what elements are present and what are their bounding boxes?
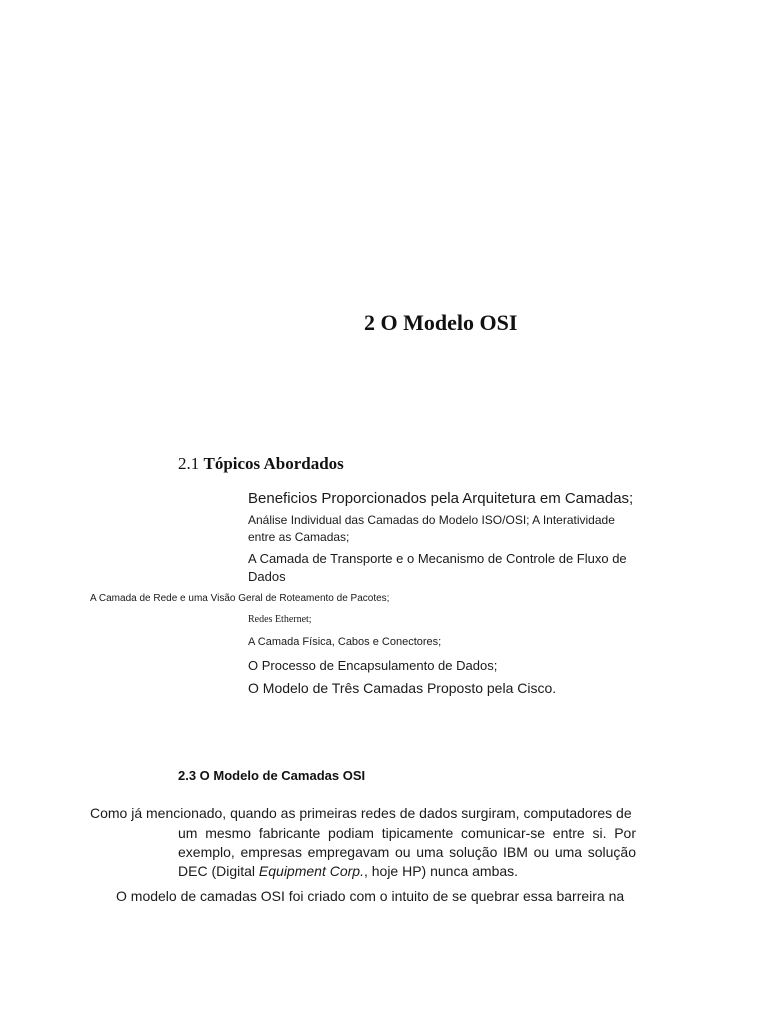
paragraph-first-line: Como já mencionado, quando as primeiras redes de dados surgiram, computadores de xyxy=(90,805,632,821)
section-heading xyxy=(178,454,344,474)
topic-item xyxy=(248,550,627,586)
topic-item: O Modelo de Três Camadas Proposto pela Cisco. xyxy=(248,680,557,696)
topic-line: A Camada de Transporte e o Mecanismo de Controle de Fluxo de xyxy=(248,551,627,566)
topic-item xyxy=(248,512,615,546)
topic-item: O Processo de Encapsulamento de Dados; xyxy=(248,658,498,673)
subsection-title: 2.3 O Modelo de Camadas OSI xyxy=(178,768,366,783)
chapter-title: 2 O Modelo OSI xyxy=(364,310,518,335)
topic-item: A Camada Física, Cabos e Conectores; xyxy=(248,636,442,648)
topic-item: Redes Ethernet; xyxy=(248,614,312,625)
topic-line: entre as Camadas; xyxy=(248,530,350,544)
paragraph-second: O modelo de camadas OSI foi criado com o intuito de se quebrar essa barreira na xyxy=(116,888,625,904)
paragraph-italic: Equipment Corp. xyxy=(258,863,364,879)
topic-item: A Camada de Rede e uma Visão Geral de Roteamento de Pacotes; xyxy=(90,593,390,604)
paragraph-body xyxy=(178,824,636,881)
paragraph-text: um mesmo fabricante podiam tipicamente comunicar-se entre si. Por exemplo, empresas empregavam ou uma solução IBM ou uma solução DEC (Digital xyxy=(178,825,636,879)
section-number: 2.1 xyxy=(178,454,200,473)
paragraph-text-end: , hoje HP) nunca ambas. xyxy=(363,863,519,879)
topic-line: Dados xyxy=(248,569,286,584)
section-title: Tópicos Abordados xyxy=(203,454,344,473)
topic-item: Beneficios Proporcionados pela Arquitetura em Camadas; xyxy=(248,490,634,507)
topic-line: Análise Individual das Camadas do Modelo ISO/OSI; A Interatividade xyxy=(248,513,615,527)
